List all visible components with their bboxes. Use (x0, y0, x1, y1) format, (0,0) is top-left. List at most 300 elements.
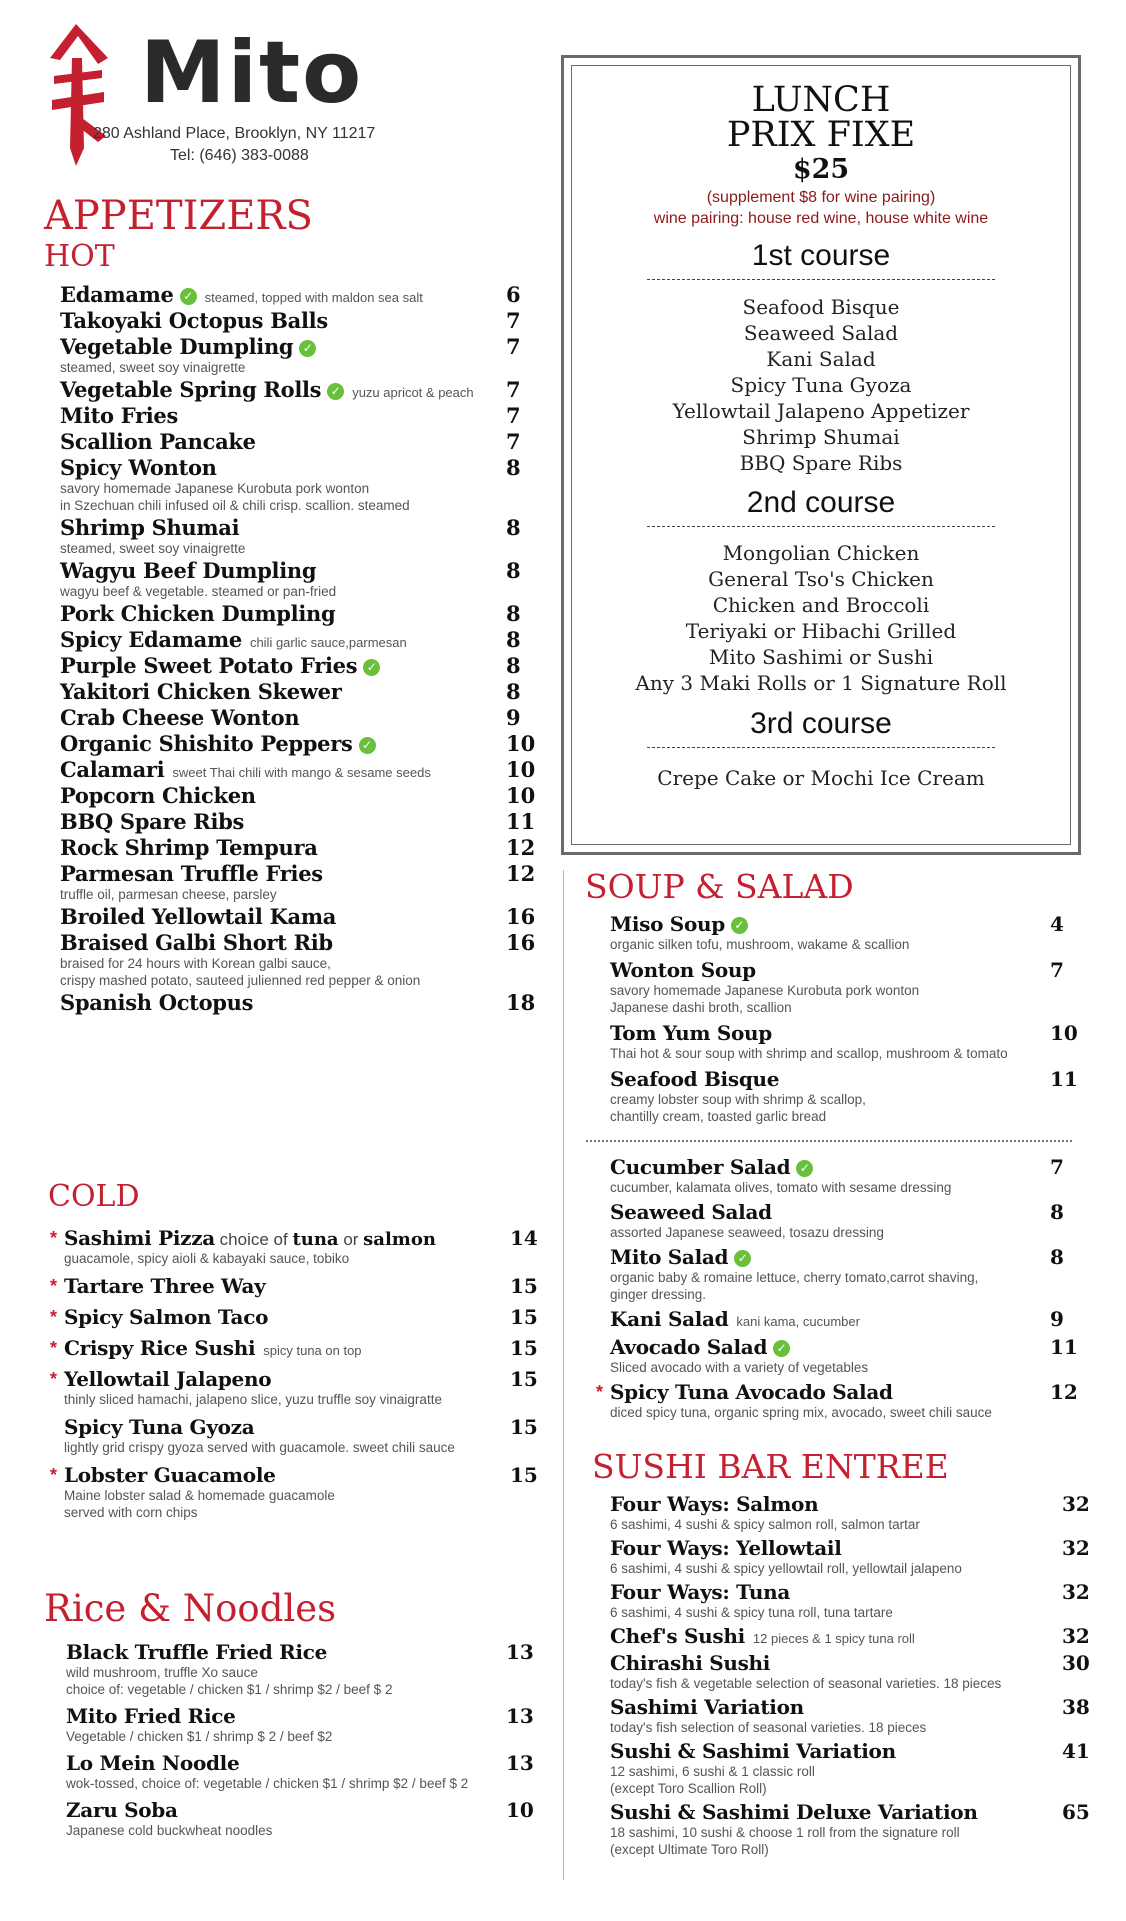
menu-item-price: 13 (506, 1751, 534, 1775)
menu-item-line (60, 731, 530, 756)
menu-item-name: Kani Salad (610, 1307, 729, 1331)
menu-item-price: 12 (506, 861, 536, 886)
second-course-rule (647, 526, 995, 527)
menu-item-price: 9 (506, 705, 521, 730)
menu-item (60, 679, 530, 704)
course-dish: Seaweed Salad (743, 321, 899, 345)
menu-item (50, 1336, 538, 1360)
menu-item-name: Broiled Yellowtail Kama (60, 904, 337, 929)
menu-item-name: Organic Shishito Peppers (60, 731, 353, 756)
prix-fixe-price: $25 (792, 154, 850, 185)
menu-item-price: 8 (506, 653, 521, 678)
menu-item-price: 38 (1062, 1695, 1090, 1719)
menu-item-note: chili garlic sauce,parmesan (249, 635, 407, 650)
menu-item-price: 6 (506, 282, 521, 307)
menu-item-price: 32 (1062, 1580, 1090, 1604)
course-dish: Chicken and Broccoli (712, 593, 930, 617)
menu-item-description: steamed, sweet soy vinaigrette (60, 360, 246, 375)
menu-item-line (60, 835, 530, 860)
brand-name: Mito (140, 23, 364, 123)
menu-item-note: 12 pieces & 1 spicy tuna roll (752, 1631, 915, 1646)
menu-item-name: Braised Galbi Short Rib (60, 930, 333, 955)
menu-item-name: Spicy Wonton (60, 455, 217, 480)
menu-item-name: Spicy Tuna Gyoza (64, 1415, 255, 1439)
menu-item-note: steamed, topped with maldon sea salt (204, 290, 423, 305)
menu-item-name: Chef's Sushi (610, 1624, 745, 1648)
menu-item-line (60, 757, 530, 782)
menu-item (60, 990, 536, 1015)
menu-item-name: Vegetable Dumpling (60, 334, 294, 359)
menu-item-name: Chirashi Sushi (610, 1651, 771, 1675)
menu-item-price: 16 (506, 930, 536, 955)
menu-item (60, 930, 536, 989)
menu-item-line (610, 1067, 1072, 1091)
menu-item-description: diced spicy tuna, organic spring mix, avocado, sweet chili sauce (610, 1405, 992, 1420)
menu-item-line (60, 904, 530, 929)
menu-item-price: 32 (1062, 1624, 1090, 1648)
prix-fixe-inner-frame (571, 65, 1071, 845)
menu-item (66, 1704, 532, 1745)
menu-item-description: today's fish selection of seasonal varieties. 18 pieces (610, 1720, 927, 1735)
menu-item-name: Miso Soup (610, 912, 725, 936)
first-course-rule (647, 279, 995, 280)
menu-item-description: Thai hot & sour soup with shrimp and scallop, mushroom & tomato (610, 1046, 1008, 1061)
menu-item-line (610, 1695, 1082, 1719)
menu-item-price: 30 (1062, 1651, 1090, 1675)
menu-item-price: 13 (506, 1704, 534, 1728)
menu-item-name: Edamame (60, 282, 174, 307)
menu-item-price: 15 (510, 1463, 538, 1487)
menu-item-description: wok-tossed, choice of: vegetable / chicken $1 / shrimp $2 / beef $ 2 (66, 1776, 469, 1791)
menu-item-price: 12 (506, 835, 536, 860)
menu-item (50, 1367, 538, 1408)
menu-item-line (610, 1245, 1072, 1269)
menu-item (60, 282, 530, 307)
restaurant-address: 280 Ashland Place, Brooklyn, NY 11217 (93, 125, 376, 142)
vegetarian-check-icon: ✓ (299, 340, 316, 357)
menu-item-name: Sushi & Sashimi Deluxe Variation (610, 1800, 978, 1824)
menu-item (610, 1307, 1072, 1331)
menu-item (610, 1695, 1090, 1736)
cold-title: COLD (48, 1179, 140, 1214)
menu-item-name: Lo Mein Noodle (66, 1751, 240, 1775)
menu-item-name: Sashimi Pizza (64, 1226, 215, 1250)
menu-item (50, 1305, 538, 1329)
menu-item-line (60, 429, 530, 454)
menu-item (596, 1380, 1078, 1421)
prix-fixe-title-line2: PRIX FIXE (726, 115, 916, 155)
rice-noodles-list (66, 1640, 532, 1845)
menu-item-description: Sliced avocado with a variety of vegetables (610, 1360, 869, 1375)
course-dish: Any 3 Maki Rolls or 1 Signature Roll (635, 671, 1007, 695)
menu-item (60, 809, 536, 834)
course-dish: Seafood Bisque (742, 295, 900, 319)
column-divider (563, 870, 564, 1880)
course-dish: Mito Sashimi or Sushi (708, 645, 934, 669)
third-course-rule (647, 747, 995, 748)
menu-item-name: Zaru Soba (66, 1798, 178, 1822)
menu-item-line (610, 1739, 1082, 1763)
menu-item-price: 9 (1050, 1307, 1064, 1331)
menu-item-line (60, 515, 530, 540)
menu-item-price: 14 (510, 1226, 538, 1250)
first-course-dishes (572, 294, 1070, 476)
menu-item-price: 7 (506, 403, 521, 428)
menu-item (60, 601, 530, 626)
menu-item-line (610, 1200, 1072, 1224)
menu-item-line (60, 679, 530, 704)
menu-item-name: Purple Sweet Potato Fries (60, 653, 358, 678)
menu-item-name: Wagyu Beef Dumpling (60, 558, 317, 583)
menu-item-description: guacamole, spicy aioli & kabayaki sauce, tobiko (64, 1251, 350, 1266)
menu-item-price: 32 (1062, 1536, 1090, 1560)
course-dish: Yellowtail Jalapeno Appetizer (672, 399, 970, 423)
menu-item-name: Wonton Soup (610, 958, 756, 982)
vegetarian-check-icon: ✓ (796, 1160, 813, 1177)
menu-item-price: 15 (510, 1305, 538, 1329)
menu-item-name: Seafood Bisque (610, 1067, 780, 1091)
vegetarian-check-icon: ✓ (734, 1250, 751, 1267)
menu-item-price: 11 (506, 809, 536, 834)
menu-item-name: Calamari (60, 757, 165, 782)
menu-item-name: Four Ways: Salmon (610, 1492, 819, 1516)
menu-item (610, 1200, 1072, 1241)
menu-item (60, 783, 536, 808)
menu-item-line (64, 1305, 534, 1329)
menu-item-price: 65 (1062, 1800, 1090, 1824)
menu-item-description: 12 sashimi, 6 sushi & 1 classic roll (except Toro Scallion Roll) (610, 1764, 815, 1796)
menu-item-price: 8 (506, 515, 521, 540)
menu-item (50, 1274, 538, 1298)
menu-item (60, 334, 530, 376)
restaurant-phone: Tel: (646) 383-0088 (170, 147, 309, 164)
menu-item-price: 8 (506, 601, 521, 626)
menu-item-description: 6 sashimi, 4 sushi & spicy yellowtail roll, yellowtail jalapeno (610, 1561, 962, 1576)
menu-item (60, 705, 530, 730)
menu-item-price: 8 (506, 455, 521, 480)
menu-item (66, 1751, 532, 1792)
menu-item-description: savory homemade Japanese Kurobuta pork wonton Japanese dashi broth, scallion (610, 983, 920, 1015)
menu-item-name: Scallion Pancake (60, 429, 256, 454)
menu-item-name: Parmesan Truffle Fries (60, 861, 323, 886)
menu-item (610, 1536, 1090, 1577)
menu-item-line (64, 1415, 534, 1439)
prix-fixe-title-line1: LUNCH (751, 80, 891, 120)
menu-item-price: 7 (506, 308, 521, 333)
menu-item-note: spicy tuna on top (263, 1343, 362, 1358)
menu-item (610, 958, 1072, 1016)
menu-item-line (60, 455, 530, 480)
menu-item-price: 12 (1050, 1380, 1078, 1404)
menu-item-description: organic baby & romaine lettuce, cherry tomato,carrot shaving, ginger dressing. (610, 1270, 979, 1302)
menu-item-description: assorted Japanese seaweed, tosazu dressing (610, 1225, 884, 1240)
menu-item-name: Spicy Edamame (60, 627, 242, 652)
menu-item-description: wagyu beef & vegetable. steamed or pan-fried (60, 584, 337, 599)
menu-item-line (610, 958, 1072, 982)
sushi-bar-title: SUSHI BAR ENTREE (592, 1447, 949, 1486)
menu-item (60, 653, 530, 678)
menu-item-name: Spicy Salmon Taco (64, 1305, 269, 1329)
menu-item (610, 1739, 1090, 1797)
menu-item-line (64, 1463, 534, 1487)
calligraphy-logo-icon (40, 18, 112, 168)
menu-item-name: Sushi & Sashimi Variation (610, 1739, 896, 1763)
vegetarian-check-icon: ✓ (359, 737, 376, 754)
menu-item-description: creamy lobster soup with shrimp & scallop, chantilly cream, toasted garlic bread (610, 1092, 866, 1124)
menu-item (610, 1580, 1090, 1621)
vegetarian-check-icon: ✓ (731, 917, 748, 934)
menu-item (60, 558, 530, 600)
menu-item-description: 6 sashimi, 4 sushi & spicy tuna roll, tuna tartare (610, 1605, 893, 1620)
menu-item-price: 10 (506, 783, 536, 808)
menu-item-note: sweet Thai chili with mango & sesame seeds (172, 765, 431, 780)
menu-item-line (60, 403, 530, 428)
menu-item-line (66, 1798, 532, 1822)
menu-item (60, 904, 536, 929)
menu-item-price: 15 (510, 1336, 538, 1360)
menu-item-price: 8 (1050, 1200, 1064, 1224)
menu-item-line (610, 912, 1072, 936)
second-course-title: 2nd course (746, 486, 896, 519)
menu-item-line (60, 809, 530, 834)
menu-item-description: Vegetable / chicken $1 / shrimp $ 2 / beef $2 (66, 1729, 333, 1744)
hot-title: HOT (44, 239, 115, 274)
course-dish: Shrimp Shumai (742, 425, 900, 449)
third-course-dishes (572, 765, 1070, 791)
menu-item-line (66, 1751, 532, 1775)
menu-item-line (60, 282, 530, 307)
menu-item-line (64, 1336, 534, 1360)
menu-item-line (610, 1580, 1082, 1604)
menu-item (50, 1226, 538, 1267)
menu-item-line (64, 1367, 534, 1391)
menu-item-line (610, 1335, 1072, 1359)
course-dish: Kani Salad (766, 347, 876, 371)
spicy-star-icon: * (50, 1369, 58, 1389)
menu-item (610, 1245, 1072, 1303)
menu-item-note: kani kama, cucumber (736, 1314, 860, 1329)
menu-item-line (60, 308, 530, 333)
menu-item-price: 15 (510, 1274, 538, 1298)
menu-item (64, 1415, 538, 1456)
menu-item-price: 10 (506, 731, 536, 756)
menu-item-name: Lobster Guacamole (64, 1463, 276, 1487)
salad-list (596, 1155, 1078, 1425)
menu-item-name: Crispy Rice Sushi (64, 1336, 256, 1360)
menu-item-name: Black Truffle Fried Rice (66, 1640, 328, 1664)
menu-item-line (60, 601, 530, 626)
menu-item (66, 1640, 532, 1698)
menu-item-name: Takoyaki Octopus Balls (60, 308, 328, 333)
menu-item-name: Tartare Three Way (64, 1274, 266, 1298)
spicy-star-icon: * (50, 1276, 58, 1296)
spicy-star-icon: * (596, 1382, 604, 1402)
menu-item-line (60, 705, 530, 730)
rice-noodles-title: Rice & Noodles (44, 1587, 337, 1630)
menu-item-price: 7 (506, 429, 521, 454)
menu-item-name: Yellowtail Jalapeno (64, 1367, 272, 1391)
menu-item (60, 403, 530, 428)
menu-item-line (610, 1800, 1082, 1824)
menu-item-price: 8 (506, 558, 521, 583)
menu-item (610, 1492, 1090, 1533)
menu-item-description: thinly sliced hamachi, jalapeno slice, yuzu truffle soy vinaigratte (64, 1392, 442, 1407)
vegetarian-check-icon: ✓ (773, 1340, 790, 1357)
menu-item (60, 757, 536, 782)
course-dish: Spicy Tuna Gyoza (730, 373, 912, 397)
menu-item-description: Japanese cold buckwheat noodles (66, 1823, 273, 1838)
menu-item-name: Crab Cheese Wonton (60, 705, 300, 730)
menu-item-name: Vegetable Spring Rolls (60, 377, 322, 402)
menu-item-price: 11 (1050, 1335, 1078, 1359)
menu-item-line (610, 1307, 1072, 1331)
menu-item-line (60, 558, 530, 583)
menu-item-description: lightly grid crispy gyoza served with guacamole. sweet chili sauce (64, 1440, 455, 1455)
menu-item-description: 6 sashimi, 4 sushi & spicy salmon roll, salmon tartar (610, 1517, 920, 1532)
menu-item (610, 1067, 1078, 1125)
menu-item-name: Avocado Salad (610, 1335, 768, 1359)
menu-item (60, 861, 536, 903)
menu-item-name: Four Ways: Yellowtail (610, 1536, 842, 1560)
menu-item-line (60, 783, 530, 808)
menu-item (50, 1463, 538, 1521)
menu-item (60, 308, 530, 333)
menu-item-line (64, 1226, 534, 1250)
menu-item (66, 1798, 532, 1839)
menu-item (610, 1335, 1078, 1376)
spicy-star-icon: * (50, 1228, 58, 1248)
menu-item-price: 8 (506, 627, 521, 652)
menu-item-description: savory homemade Japanese Kurobuta pork wonton in Szechuan chili infused oil & chili crisp. scallion. steamed (60, 481, 410, 513)
course-dish: Crepe Cake or Mochi Ice Cream (657, 766, 985, 790)
choice-of-label: choice of (214, 1230, 293, 1249)
choice-option-salmon: salmon (363, 1229, 436, 1250)
menu-item-price: 10 (506, 1798, 534, 1822)
menu-item (60, 515, 530, 557)
spicy-star-icon: * (50, 1465, 58, 1485)
menu-item-line (60, 990, 530, 1015)
menu-item-name: Sashimi Variation (610, 1695, 804, 1719)
menu-item (610, 1624, 1090, 1648)
menu-item-price: 4 (1050, 912, 1064, 936)
menu-item-price: 16 (506, 904, 536, 929)
menu-item-description: 18 sashimi, 10 sushi & choose 1 roll from the signature roll (except Ultimate Toro Roll) (610, 1825, 960, 1857)
second-course-dishes (572, 540, 1070, 696)
course-dish: General Tso's Chicken (708, 567, 934, 591)
menu-item-line (60, 627, 530, 652)
menu-item-name: BBQ Spare Ribs (60, 809, 245, 834)
choice-option-tuna: tuna (292, 1229, 339, 1250)
menu-item-name: Mito Fried Rice (66, 1704, 236, 1728)
menu-item-price: 10 (1050, 1021, 1078, 1045)
menu-item-line (610, 1536, 1082, 1560)
menu-item-line (60, 653, 530, 678)
menu-item-description: today's fish & vegetable selection of seasonal varieties. 18 pieces (610, 1676, 1002, 1691)
appetizers-title: APPETIZERS (44, 193, 313, 239)
menu-item-line (60, 377, 530, 402)
sushi-bar-list (610, 1492, 1090, 1861)
menu-item-price: 7 (506, 334, 521, 359)
menu-item (60, 835, 536, 860)
menu-item-price: 10 (506, 757, 536, 782)
menu-item-price: 7 (1050, 958, 1064, 982)
vegetarian-check-icon: ✓ (363, 659, 380, 676)
spicy-star-icon: * (50, 1307, 58, 1327)
menu-item-line (66, 1640, 532, 1664)
menu-item (610, 1155, 1072, 1196)
prix-fixe-supplement: (supplement $8 for wine pairing) (706, 189, 936, 206)
menu-item-line (60, 930, 530, 955)
menu-item-description: braised for 24 hours with Korean galbi sauce, crispy mashed potato, sauteed julienned red pepper & onion (60, 956, 421, 988)
lunch-prix-fixe-box (561, 55, 1081, 855)
menu-item-price: 32 (1062, 1492, 1090, 1516)
vegetarian-check-icon: ✓ (180, 288, 197, 305)
menu-item (60, 627, 530, 652)
menu-item-price: 41 (1062, 1739, 1090, 1763)
menu-item-name: Popcorn Chicken (60, 783, 256, 808)
course-dish: Mongolian Chicken (722, 541, 920, 565)
menu-item-line (610, 1624, 1082, 1648)
course-dish: BBQ Spare Ribs (739, 451, 903, 475)
menu-item-description: organic silken tofu, mushroom, wakame & scallion (610, 937, 910, 952)
menu-item-name: Four Ways: Tuna (610, 1580, 790, 1604)
menu-item-name: Spicy Tuna Avocado Salad (610, 1380, 893, 1404)
menu-item-name: Cucumber Salad (610, 1155, 791, 1179)
menu-item-line (60, 861, 530, 886)
menu-item-price: 7 (506, 377, 521, 402)
choice-or-label: or (338, 1230, 364, 1249)
menu-item-name: Tom Yum Soup (610, 1021, 772, 1045)
menu-item-price: 13 (506, 1640, 534, 1664)
menu-item (60, 377, 530, 402)
menu-item-line (64, 1274, 534, 1298)
menu-item-price: 8 (506, 679, 521, 704)
menu-item-description: truffle oil, parmesan cheese, parsley (60, 887, 277, 902)
menu-item-price: 11 (1050, 1067, 1078, 1091)
menu-item-name: Rock Shrimp Tempura (60, 835, 318, 860)
first-course-title: 1st course (751, 239, 891, 272)
menu-item-name: Mito Fries (60, 403, 179, 428)
menu-item-note: yuzu apricot & peach (352, 385, 474, 400)
menu-item-price: 15 (510, 1367, 538, 1391)
menu-item (60, 731, 536, 756)
menu-item-name: Shrimp Shumai (60, 515, 240, 540)
course-dish: Teriyaki or Hibachi Grilled (685, 619, 957, 643)
soup-salad-title: SOUP & SALAD (585, 867, 854, 906)
menu-item-price: 15 (510, 1415, 538, 1439)
menu-item-line (66, 1704, 532, 1728)
menu-item-price: 18 (506, 990, 536, 1015)
menu-item-name: Yakitori Chicken Skewer (60, 679, 342, 704)
spicy-star-icon: * (50, 1338, 58, 1358)
menu-item (610, 1021, 1078, 1062)
menu-item-name: Seaweed Salad (610, 1200, 772, 1224)
menu-item-price: 8 (1050, 1245, 1064, 1269)
cold-appetizer-list (50, 1226, 538, 1528)
menu-item-name: Mito Salad (610, 1245, 729, 1269)
menu-item-description: wild mushroom, truffle Xo sauce choice of: vegetable / chicken $1 / shrimp $2 / beef $ 2 (66, 1665, 393, 1697)
hot-appetizer-list (60, 282, 536, 1016)
third-course-title: 3rd course (750, 707, 892, 740)
menu-item-line (610, 1380, 1072, 1404)
menu-item-line (610, 1651, 1082, 1675)
menu-item (610, 1651, 1090, 1692)
menu-item (60, 429, 530, 454)
menu-item-name: Spanish Octopus (60, 990, 254, 1015)
soup-salad-separator (586, 1140, 1072, 1142)
menu-item (610, 912, 1072, 953)
menu-item-line (610, 1492, 1082, 1516)
